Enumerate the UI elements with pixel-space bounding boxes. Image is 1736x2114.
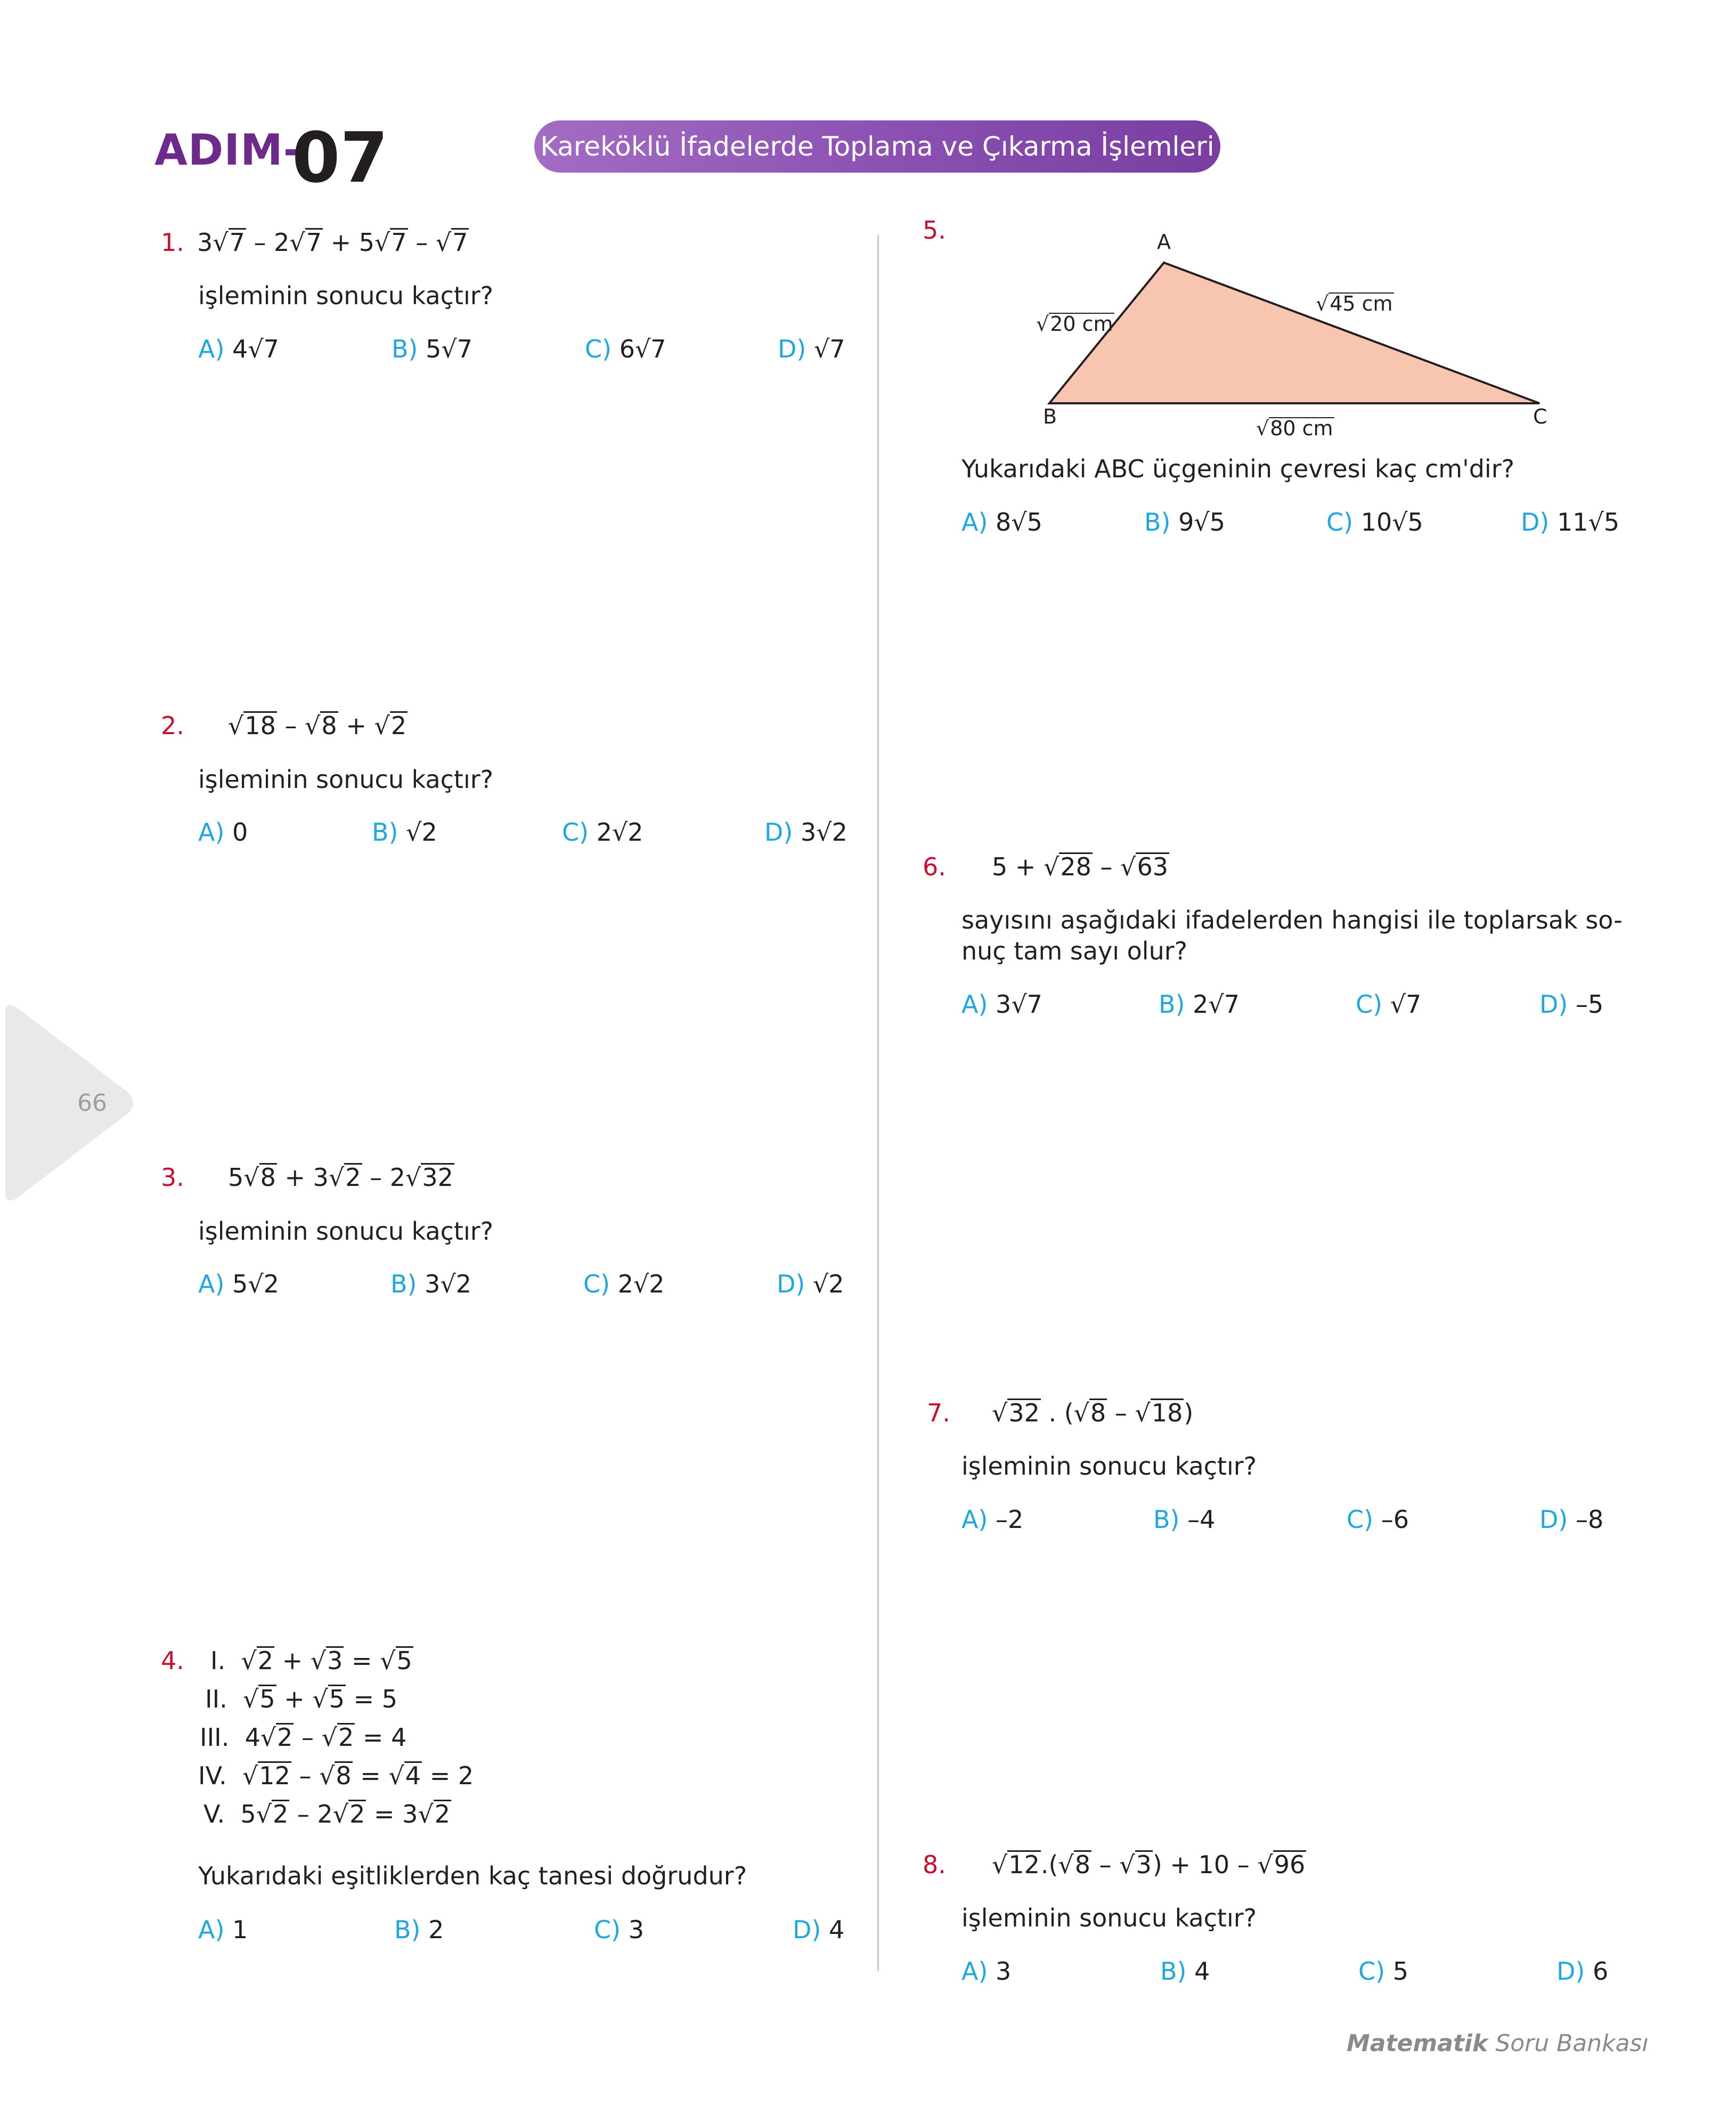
- question-prompt: Yukarıdaki ABC üçgeninin çevresi kaç cm'dir?: [961, 454, 1515, 483]
- statement-3: III. 4√2 – √2 = 4: [200, 1723, 407, 1752]
- answer-option-c[interactable]: C) √7: [1356, 990, 1422, 1019]
- statement-2: II. √5 + √5 = 5: [205, 1685, 398, 1713]
- question-prompt: işleminin sonucu kaçtır?: [961, 1452, 1257, 1481]
- answer-option-d[interactable]: D) 6: [1556, 1957, 1609, 1986]
- question-number: 5.: [923, 216, 946, 245]
- answer-option-c[interactable]: C) 5: [1358, 1957, 1408, 1986]
- side-bc-label: √80 cm: [1256, 417, 1333, 440]
- question-prompt-line-2: nuç tam sayı olur?: [961, 937, 1188, 965]
- answer-option-d[interactable]: D) 4: [793, 1915, 845, 1944]
- answer-option-a[interactable]: A) 8√5: [961, 508, 1042, 536]
- question-prompt: işleminin sonucu kaçtır?: [198, 281, 494, 310]
- question-expression: √32 . (√8 – √18): [992, 1399, 1194, 1427]
- answer-option-b[interactable]: B) √2: [372, 818, 437, 847]
- statement-5: V. 5√2 – 2√2 = 3√2: [203, 1800, 451, 1828]
- answer-option-d[interactable]: D) –5: [1539, 990, 1604, 1019]
- answer-option-a[interactable]: A) 1: [198, 1915, 248, 1944]
- answer-option-a[interactable]: A) 3: [961, 1957, 1012, 1986]
- answer-option-b[interactable]: B) 2: [394, 1915, 444, 1944]
- question-prompt-line-1: sayısını aşağıdaki ifadelerden hangisi ile toplarsak so-: [961, 906, 1623, 934]
- vertex-b-label: B: [1043, 405, 1057, 428]
- answer-option-d[interactable]: D) √7: [778, 335, 845, 363]
- page-number: 66: [77, 1089, 107, 1117]
- answer-option-b[interactable]: B) 2√7: [1159, 990, 1240, 1019]
- answer-option-a[interactable]: A) –2: [961, 1505, 1024, 1534]
- answer-option-b[interactable]: B) 9√5: [1144, 508, 1225, 536]
- triangle-abc-figure: [1012, 224, 1577, 448]
- statement-1: I. √2 + √3 = √5: [210, 1646, 412, 1675]
- question-expression: √12.(√8 – √3) + 10 – √96: [992, 1850, 1306, 1879]
- question-number: 6.: [923, 852, 946, 881]
- answer-option-a[interactable]: A) 4√7: [198, 335, 279, 363]
- topic-title-banner: [534, 120, 1220, 173]
- answer-option-d[interactable]: D) –8: [1539, 1505, 1604, 1534]
- answer-option-d[interactable]: D) 3√2: [764, 818, 847, 847]
- answer-option-c[interactable]: C) 2√2: [583, 1270, 665, 1298]
- question-expression: 5√8 + 3√2 – 2√32: [228, 1163, 453, 1192]
- question-expression: √18 – √8 + √2: [228, 711, 407, 740]
- question-number: 7.: [927, 1399, 950, 1427]
- answer-option-d[interactable]: D) 11√5: [1521, 508, 1620, 536]
- page-tab-arrow: [0, 1002, 138, 1204]
- answer-option-c[interactable]: C) 6√7: [585, 335, 666, 363]
- adim-number: 07: [292, 117, 388, 198]
- question-expression: 5 + √28 – √63: [992, 852, 1169, 881]
- question-number: 1.: [161, 228, 184, 257]
- answer-option-d[interactable]: D) √2: [777, 1270, 844, 1298]
- footer-book-title: Matematik Soru Bankası: [1347, 2030, 1649, 2057]
- question-prompt: Yukarıdaki eşitliklerden kaç tanesi doğrudur?: [198, 1861, 747, 1890]
- question-prompt: işleminin sonucu kaçtır?: [198, 1217, 494, 1246]
- side-ab-label: √20 cm: [1036, 312, 1113, 336]
- column-divider: [877, 234, 879, 1971]
- answer-option-b[interactable]: B) 5√7: [392, 335, 472, 363]
- answer-option-c[interactable]: C) 10√5: [1326, 508, 1423, 536]
- topic-title: Kareköklü İfadelerde Toplama ve Çıkarma İşlemleri: [540, 131, 1215, 162]
- statement-4: IV. √12 – √8 = √4 = 2: [198, 1761, 474, 1790]
- question-prompt: işleminin sonucu kaçtır?: [961, 1904, 1257, 1932]
- answer-option-c[interactable]: C) 3: [594, 1915, 644, 1944]
- answer-option-a[interactable]: A) 5√2: [198, 1270, 279, 1298]
- answer-option-a[interactable]: A) 3√7: [961, 990, 1042, 1019]
- answer-option-b[interactable]: B) 4: [1160, 1957, 1210, 1986]
- answer-option-b[interactable]: B) 3√2: [390, 1270, 471, 1298]
- vertex-c-label: C: [1533, 405, 1547, 428]
- answer-option-c[interactable]: C) 2√2: [562, 818, 643, 847]
- question-number: 4.: [161, 1646, 184, 1675]
- vertex-a-label: A: [1157, 230, 1171, 254]
- adim-label: ADIM-: [154, 125, 301, 175]
- answer-option-b[interactable]: B) –4: [1153, 1505, 1216, 1534]
- triangle-abc: [1049, 263, 1539, 403]
- answer-option-a[interactable]: A) 0: [198, 818, 248, 847]
- question-number: 8.: [923, 1850, 946, 1879]
- question-prompt: işleminin sonucu kaçtır?: [198, 765, 494, 794]
- side-ac-label: √45 cm: [1316, 292, 1393, 315]
- question-number: 2.: [161, 711, 184, 740]
- answer-option-c[interactable]: C) –6: [1347, 1505, 1409, 1534]
- question-expression: 3√7 – 2√7 + 5√7 – √7: [197, 228, 468, 257]
- question-number: 3.: [161, 1163, 184, 1192]
